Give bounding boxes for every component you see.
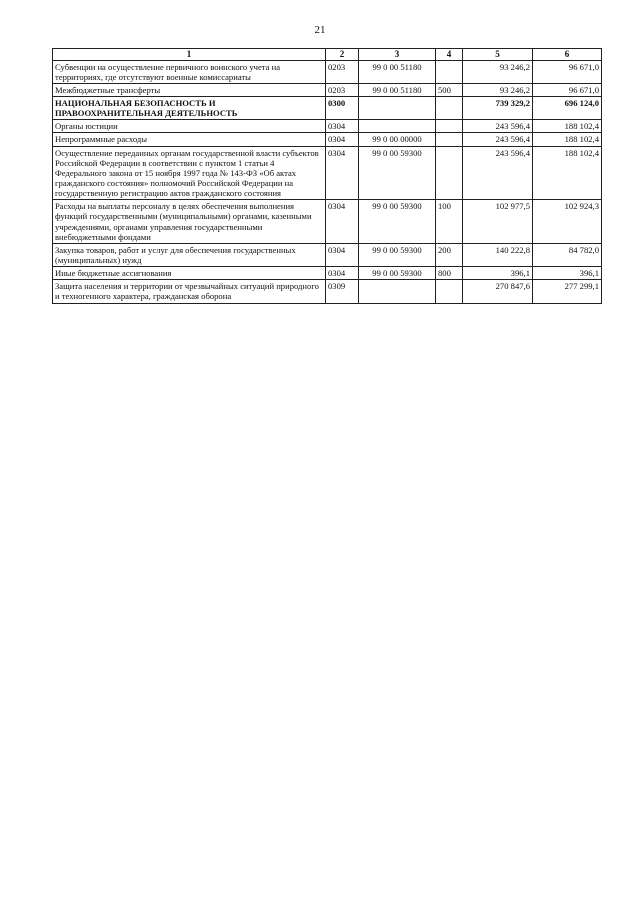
header-cell-code: 2	[326, 49, 359, 61]
cell-amount-1: 243 596,4	[463, 120, 533, 133]
header-cell-sum-2: 6	[533, 49, 602, 61]
cell-amount-2: 188 102,4	[533, 146, 602, 200]
budget-table	[52, 48, 602, 304]
cell-expense-type: 500	[436, 83, 463, 96]
cell-name: Закупка товаров, работ и услуг для обеспечения государственных (муниципальных) нужд	[53, 243, 326, 266]
cell-section-code: 0304	[326, 200, 359, 244]
cell-name: Защита населения и территории от чрезвычайных ситуаций природного и техногенного характера, гражданская оборона	[53, 280, 326, 303]
table-row	[53, 267, 602, 280]
cell-target-article: 99 0 00 51180	[359, 83, 436, 96]
cell-amount-2: 102 924,3	[533, 200, 602, 244]
cell-target-article	[359, 97, 436, 120]
table-row	[53, 133, 602, 146]
cell-amount-1: 93 246,2	[463, 83, 533, 96]
cell-target-article: 99 0 00 00000	[359, 133, 436, 146]
cell-section-code: 0300	[326, 97, 359, 120]
header-cell-article: 3	[359, 49, 436, 61]
cell-name: Органы юстиции	[53, 120, 326, 133]
cell-amount-1: 102 977,5	[463, 200, 533, 244]
header-row	[53, 49, 602, 61]
table-row	[53, 200, 602, 244]
cell-amount-2: 96 671,0	[533, 60, 602, 83]
cell-target-article	[359, 120, 436, 133]
cell-name: Осуществление переданных органам государственной власти субъектов Российской Федерации в соответствии с пунктом 1 статьи 4 Федерального закона от 15 ноября 1997 года № 143-ФЗ «Об актах гражданского состояния» полномочий Российской Федерации на государственную регистрацию актов гражданского состояния	[53, 146, 326, 200]
cell-target-article: 99 0 00 59300	[359, 200, 436, 244]
cell-target-article: 99 0 00 59300	[359, 243, 436, 266]
cell-expense-type	[436, 120, 463, 133]
cell-amount-2: 188 102,4	[533, 133, 602, 146]
cell-amount-1: 93 246,2	[463, 60, 533, 83]
cell-amount-1: 396,1	[463, 267, 533, 280]
header-cell-type: 4	[436, 49, 463, 61]
cell-expense-type: 100	[436, 200, 463, 244]
table-row	[53, 146, 602, 200]
table-row	[53, 243, 602, 266]
cell-name: Расходы на выплаты персоналу в целях обеспечения выполнения функций государственными (муниципальными) органами, казенными учреждениями, органами управления государственными внебюджетными фондами	[53, 200, 326, 244]
cell-amount-2: 96 671,0	[533, 83, 602, 96]
cell-name: Субвенции на осуществление первичного воинского учета на территориях, где отсутствуют военные комиссариаты	[53, 60, 326, 83]
cell-section-code: 0309	[326, 280, 359, 303]
cell-target-article: 99 0 00 51180	[359, 60, 436, 83]
cell-amount-1: 739 329,2	[463, 97, 533, 120]
cell-amount-1: 243 596,4	[463, 146, 533, 200]
cell-expense-type	[436, 133, 463, 146]
cell-section-code: 0304	[326, 267, 359, 280]
cell-amount-2: 188 102,4	[533, 120, 602, 133]
cell-name: Непрограммные расходы	[53, 133, 326, 146]
cell-amount-2: 396,1	[533, 267, 602, 280]
cell-expense-type	[436, 280, 463, 303]
cell-expense-type	[436, 97, 463, 120]
cell-name: Иные бюджетные ассигнования	[53, 267, 326, 280]
cell-section-code: 0304	[326, 243, 359, 266]
cell-section-code: 0203	[326, 60, 359, 83]
cell-expense-type	[436, 60, 463, 83]
table-row	[53, 97, 602, 120]
cell-section-code: 0203	[326, 83, 359, 96]
cell-target-article	[359, 280, 436, 303]
table-row	[53, 60, 602, 83]
table-row	[53, 280, 602, 303]
cell-expense-type	[436, 146, 463, 200]
cell-amount-2: 84 782,0	[533, 243, 602, 266]
page-number: 21	[314, 24, 326, 36]
cell-target-article: 99 0 00 59300	[359, 146, 436, 200]
cell-expense-type: 200	[436, 243, 463, 266]
table-body	[53, 60, 602, 303]
table-row	[53, 83, 602, 96]
cell-name: НАЦИОНАЛЬНАЯ БЕЗОПАСНОСТЬ И ПРАВООХРАНИТЕЛЬНАЯ ДЕЯТЕЛЬНОСТЬ	[53, 97, 326, 120]
cell-amount-1: 140 222,8	[463, 243, 533, 266]
header-cell-name: 1	[53, 49, 326, 61]
table-row	[53, 120, 602, 133]
cell-name: Межбюджетные трансферты	[53, 83, 326, 96]
header-cell-sum-1: 5	[463, 49, 533, 61]
cell-amount-1: 270 847,6	[463, 280, 533, 303]
cell-amount-2: 277 299,1	[533, 280, 602, 303]
cell-expense-type: 800	[436, 267, 463, 280]
cell-target-article: 99 0 00 59300	[359, 267, 436, 280]
cell-section-code: 0304	[326, 146, 359, 200]
cell-section-code: 0304	[326, 120, 359, 133]
cell-amount-2: 696 124,0	[533, 97, 602, 120]
cell-section-code: 0304	[326, 133, 359, 146]
cell-amount-1: 243 596,4	[463, 133, 533, 146]
